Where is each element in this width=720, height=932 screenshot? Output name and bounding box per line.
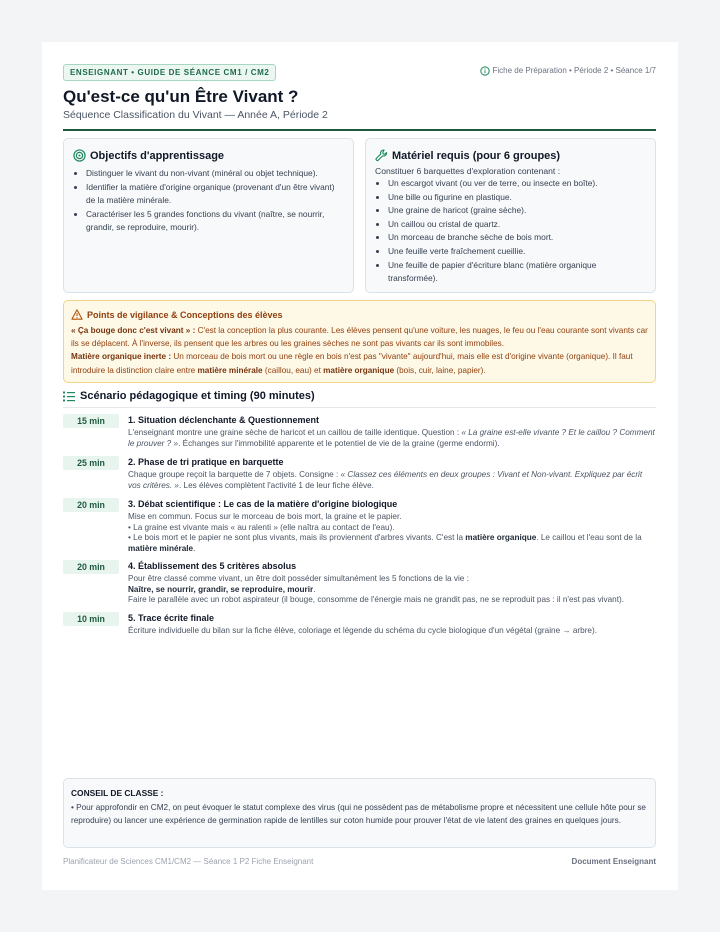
- class-advice-box: [63, 778, 656, 848]
- step-line: Pour être classé comme vivant, un être doit posséder simultanément les 5 fonctions de la vie :: [128, 574, 469, 583]
- step-body: [128, 470, 656, 491]
- step-text: L'enseignant montre une graine sèche de haricot et un caillou de taille identique. Question :: [128, 428, 462, 437]
- scenario-title-text: Scénario pédagogique et timing (90 minutes): [80, 390, 315, 402]
- class-advice-title: CONSEIL DE CLASSE :: [71, 788, 164, 798]
- class-advice-body: • Pour approfondir en CM2, on peut évoquer le statut complexe des virus (qui ne possèdent pas de métabolisme propre et nécessitent une cellule hôte pour se reproduire) ou lancer une expérience de germination rapide de lentilles sur coton humide pour prouver l'état de vie latent des graines en quelques jours.: [71, 803, 646, 826]
- role-badge: ENSEIGNANT • GUIDE DE SÉANCE CM1 / CM2: [63, 64, 276, 81]
- vigilance-text: (bois, cuir, laine, papier).: [394, 365, 486, 375]
- step-emphasis: Naître, se nourrir, grandir, se reproduire, mourir: [128, 584, 314, 594]
- header-divider: [63, 129, 656, 131]
- vigilance-label: Matière organique inerte :: [71, 352, 172, 362]
- step-title: 5. Trace écrite finale: [128, 613, 215, 623]
- step-text: Chaque groupe reçoit la barquette de 7 objets. Consigne :: [128, 470, 341, 479]
- scenario-heading: [63, 390, 315, 402]
- materials-intro: Constituer 6 barquettes d'exploration contenant :: [375, 166, 561, 176]
- objectives-title-text: Objectifs d'apprentissage: [90, 149, 225, 162]
- vigilance-title-text: Points de vigilance & Conceptions des élèves: [87, 309, 283, 320]
- materials-title: [375, 149, 560, 162]
- scenario-divider: [63, 407, 656, 408]
- footer-left: Planificateur de Sciences CM1/CM2 — Séance 1 P2 Fiche Enseignant: [63, 857, 314, 866]
- info-icon: [480, 66, 490, 76]
- step-body: [128, 574, 656, 606]
- step-title: 3. Débat scientifique : Le cas de la matière d'origine biologique: [128, 499, 398, 509]
- step-quote: « Classez ces éléments en deux groupes : Vivant et Non-vivant. Expliquez par écrit vos critères. »: [128, 470, 643, 490]
- step-duration: 20 min: [63, 498, 119, 512]
- step-line: Naître, se nourrir, grandir, se reproduire, mourir.: [128, 584, 316, 594]
- vigilance-text: C'est la conception la plus courante. Les élèves pensent qu'une voiture, les nuages, le feu ou l'eau courante sont vivants car ils se déplacent. À l'inverse, ils pensent que les arbres ou les graines sèches ne sont pas vivants car ils sont immobiles.: [71, 326, 648, 349]
- step-body: [128, 512, 656, 554]
- step-text: .: [193, 543, 196, 553]
- vigilance-text: Un morceau de bois mort ou une règle en bois n'est pas "vivante" aujourd'hui, mais elle est d'origine vivante (organique). Il faut introduire la distinction claire entre: [71, 352, 633, 375]
- vigilance-label: « Ça bouge donc c'est vivant » :: [71, 326, 196, 335]
- vigilance-box: [63, 300, 656, 383]
- footer-right: Document Enseignant: [571, 857, 656, 866]
- objectives-card: [63, 138, 354, 293]
- list-item: • Distinguer le vivant du non-vivant (minéral ou objet technique).: [86, 167, 344, 181]
- step-duration: 25 min: [63, 456, 119, 470]
- page-subtitle: Séquence Classification du Vivant — Année A, Période 2: [63, 109, 328, 121]
- list-item: • Une feuille de papier d'écriture blanc (matière organique transformée).: [388, 259, 644, 286]
- page-content: [63, 42, 656, 890]
- materials-list: [388, 177, 644, 286]
- vigilance-paragraph: [71, 324, 649, 350]
- step-line: • La graine est vivante mais « au ralenti » (elle naîtra au contact de l'eau).: [128, 522, 395, 532]
- step-line: [128, 533, 656, 554]
- warning-icon: [71, 309, 83, 320]
- step-quote: « La graine est-elle vivante ? Et le caillou ? Comment le prouver ? »: [128, 428, 655, 448]
- materials-card: [365, 138, 656, 293]
- list-item: • Une feuille verte fraîchement cueillie.: [388, 245, 644, 259]
- sheet-meta-text: Fiche de Préparation • Période 2 • Séance 1/7: [492, 66, 656, 75]
- list-item: • Identifier la matière d'origine organique (provenant d'un être vivant) de la matière minérale.: [86, 181, 344, 208]
- objectives-list: [86, 167, 344, 235]
- step-emphasis: matière organique: [465, 533, 537, 542]
- list-item: • Une bille ou figurine en plastique.: [388, 191, 644, 205]
- step-body: [128, 626, 656, 637]
- materials-title-text: Matériel requis (pour 6 groupes): [392, 149, 561, 162]
- page-title: Qu'est-ce qu'un Être Vivant ?: [63, 87, 299, 106]
- list-item: • Un caillou ou cristal de quartz.: [388, 218, 644, 232]
- vigilance-title: [71, 309, 283, 320]
- target-icon: [73, 149, 86, 162]
- vigilance-body: [71, 324, 649, 377]
- wrench-icon: [375, 149, 388, 162]
- step-text: . Le caillou et l'eau sont de la: [536, 533, 642, 542]
- step-text: • Le bois mort et le papier ne sont plus vivants, mais ils proviennent d'arbres vivants. C'est la: [128, 533, 466, 542]
- objectives-title: [73, 149, 224, 162]
- step-duration: 15 min: [63, 414, 119, 428]
- list-item: • Caractériser les 5 grandes fonctions du vivant (naître, se nourrir, grandir, se reproduire, mourir).: [86, 208, 344, 235]
- step-body: [128, 428, 656, 449]
- list-item: • Un escargot vivant (ou ver de terre, ou insecte en boîte).: [388, 177, 644, 191]
- step-text: . Échanges sur l'immobilité apparente et le potentiel de vie de la graine (germe endormi).: [178, 438, 500, 448]
- sheet-meta: [480, 65, 656, 77]
- list-icon: [63, 391, 75, 402]
- document-page: [42, 42, 678, 890]
- step-title: 2. Phase de tri pratique en barquette: [128, 457, 284, 467]
- step-title: 4. Établissement des 5 critères absolus: [128, 561, 297, 571]
- step-line: Écriture individuelle du bilan sur la fiche élève, coloriage et légende du schéma du cycle biologique d'un végétal (graine → arbre).: [128, 626, 597, 635]
- step-title: 1. Situation déclenchante & Questionnement: [128, 415, 320, 425]
- vigilance-emphasis: matière minérale: [197, 365, 263, 375]
- vigilance-text: (caillou, eau) et: [262, 365, 324, 375]
- step-duration: 10 min: [63, 612, 119, 626]
- vigilance-paragraph: [71, 350, 649, 376]
- step-text: . Les élèves complètent l'activité 1 de leur fiche élève.: [178, 480, 374, 490]
- step-line: Faire le parallèle avec un robot aspirateur (il bouge, consomme de l'énergie mais ne grandit pas, ne se reproduit pas : il n'est pas vivant).: [128, 595, 625, 604]
- step-duration: 20 min: [63, 560, 119, 574]
- list-item: • Un morceau de branche sèche de bois mort.: [388, 231, 644, 245]
- vigilance-emphasis: matière organique: [323, 365, 395, 375]
- step-line: Mise en commun. Focus sur le morceau de bois mort, la graine et le papier.: [128, 512, 402, 521]
- list-item: • Une graine de haricot (graine sèche).: [388, 204, 644, 218]
- step-emphasis: matière minérale: [128, 543, 194, 553]
